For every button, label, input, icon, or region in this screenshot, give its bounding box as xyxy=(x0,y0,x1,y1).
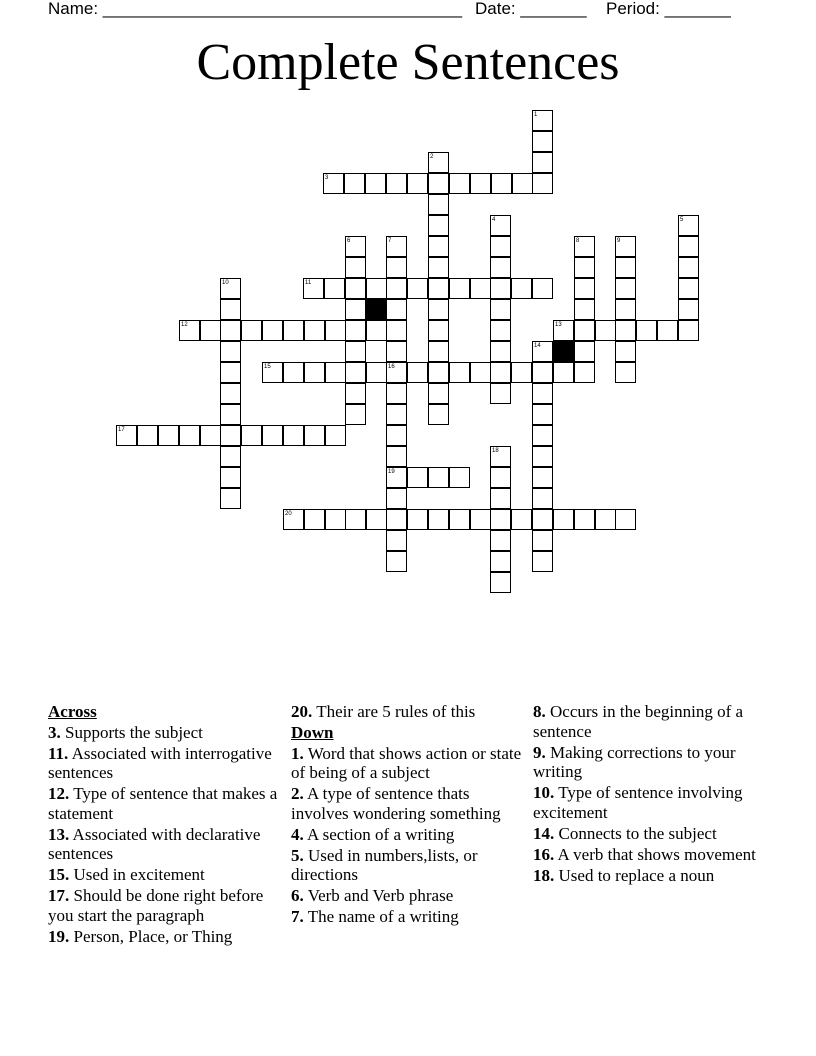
crossword-cell[interactable] xyxy=(449,278,470,299)
crossword-cell[interactable] xyxy=(283,425,304,446)
down-heading: Down xyxy=(291,723,334,742)
crossword-cell[interactable] xyxy=(386,257,407,278)
clue-number: 12. xyxy=(48,784,70,803)
crossword-cell[interactable] xyxy=(386,404,407,425)
crossword-cell[interactable] xyxy=(386,173,407,194)
clue-item xyxy=(533,866,763,886)
clue-text: Used in numbers,lists, or directions xyxy=(291,845,478,884)
clue-item xyxy=(48,723,284,743)
clue-number-label: 14 xyxy=(534,343,541,349)
crossword-cell[interactable] xyxy=(137,425,158,446)
clue-text: Used in excitement xyxy=(69,865,205,884)
clue-number: 3. xyxy=(48,722,61,742)
crossword-cell[interactable] xyxy=(532,404,553,425)
clues-column-3 xyxy=(533,702,763,887)
clue-number: 7. xyxy=(291,907,304,926)
crossword-cell[interactable] xyxy=(386,446,407,467)
crossword-cell[interactable] xyxy=(386,488,407,509)
crossword-cell[interactable] xyxy=(428,467,449,488)
date-field-label[interactable]: Date: _______ xyxy=(475,0,587,18)
crossword-cell[interactable] xyxy=(615,362,636,383)
clue-text: Their are 5 rules of this xyxy=(312,702,476,721)
crossword-cell[interactable] xyxy=(344,173,365,194)
across-heading: Across xyxy=(48,702,97,721)
clue-item xyxy=(291,907,523,927)
crossword-cell[interactable] xyxy=(200,425,221,446)
clue-number-label: 2 xyxy=(430,154,434,160)
crossword-cell[interactable] xyxy=(345,320,366,341)
crossword-cell[interactable] xyxy=(490,467,511,488)
crossword-cell[interactable] xyxy=(532,152,553,173)
crossword-cell[interactable] xyxy=(220,488,241,509)
clue-text: Should be done right before you start the paragraph xyxy=(48,886,264,925)
clue-number: 15. xyxy=(48,865,70,884)
crossword-cell[interactable] xyxy=(553,362,574,383)
crossword-cell[interactable] xyxy=(490,383,511,404)
crossword-cell[interactable] xyxy=(490,257,511,278)
crossword-cell[interactable] xyxy=(678,299,699,320)
crossword-cell[interactable] xyxy=(428,404,449,425)
crossword-cell[interactable] xyxy=(386,509,407,530)
crossword-cell[interactable] xyxy=(262,425,283,446)
crossword-cell[interactable] xyxy=(532,467,553,488)
clue-number-label: 5 xyxy=(680,217,684,223)
crossword-cell[interactable] xyxy=(220,362,241,383)
crossword-cell[interactable] xyxy=(678,257,699,278)
clue-number: 4. xyxy=(291,824,304,844)
crossword-cell[interactable] xyxy=(386,320,407,341)
clue-number-label: 20 xyxy=(285,511,292,517)
clue-number: 1. xyxy=(291,743,304,763)
crossword-cell[interactable] xyxy=(511,509,532,530)
crossword-cell[interactable] xyxy=(428,299,449,320)
crossword-cell[interactable] xyxy=(428,215,449,236)
clue-text: Verb and Verb phrase xyxy=(303,886,454,905)
crossword-cell[interactable] xyxy=(532,173,553,194)
crossword-cell[interactable] xyxy=(449,362,470,383)
crossword-cell[interactable] xyxy=(532,509,553,530)
crossword-cell[interactable] xyxy=(407,467,428,488)
crossword-cell[interactable] xyxy=(179,425,200,446)
clue-number-label: 12 xyxy=(181,322,188,328)
clue-text: The name of a writing xyxy=(303,907,459,926)
clue-text: Connects to the subject xyxy=(554,823,717,843)
crossword-cell[interactable] xyxy=(574,278,595,299)
clue-item xyxy=(291,784,523,823)
crossword-cell[interactable] xyxy=(678,278,699,299)
clue-number-label: 17 xyxy=(118,427,125,433)
crossword-cell[interactable] xyxy=(428,173,449,194)
crossword-cell[interactable] xyxy=(490,362,511,383)
crossword-cell[interactable] xyxy=(595,320,616,341)
crossword-cell[interactable] xyxy=(491,173,512,194)
crossword-cell[interactable] xyxy=(428,278,449,299)
crossword-cell[interactable] xyxy=(220,404,241,425)
crossword-cell[interactable] xyxy=(366,362,387,383)
crossword-cell[interactable] xyxy=(366,278,387,299)
crossword-cell[interactable] xyxy=(470,362,491,383)
clue-number: 14. xyxy=(533,823,555,843)
crossword-cell[interactable] xyxy=(366,509,387,530)
clue-text: Type of sentence that makes a statement xyxy=(48,784,278,823)
crossword-cell[interactable] xyxy=(490,572,511,593)
crossword-cell[interactable] xyxy=(241,320,262,341)
clue-number: 16. xyxy=(533,844,555,864)
clue-number: 18. xyxy=(533,865,555,885)
crossword-cell[interactable] xyxy=(428,236,449,257)
clue-text: A section of a writing xyxy=(303,824,455,844)
crossword-cell[interactable] xyxy=(283,362,304,383)
clue-text: Associated with declarative sentences xyxy=(48,824,261,863)
clue-number-label: 9 xyxy=(617,238,621,244)
clue-item xyxy=(291,846,523,885)
crossword-cell[interactable] xyxy=(449,173,470,194)
crossword-cell[interactable] xyxy=(490,278,511,299)
crossword-cell[interactable] xyxy=(532,131,553,152)
crossword-cell[interactable] xyxy=(512,173,533,194)
crossword-cell[interactable] xyxy=(470,509,491,530)
crossword-cell[interactable] xyxy=(345,404,366,425)
crossword-cell[interactable] xyxy=(386,299,407,320)
crossword-cell[interactable] xyxy=(324,278,345,299)
crossword-cell[interactable] xyxy=(345,509,366,530)
crossword-cell[interactable] xyxy=(386,341,407,362)
crossword-cell[interactable] xyxy=(470,278,491,299)
across-clue-list-continued xyxy=(291,702,523,722)
name-field-label[interactable]: Name: ______________________________________ xyxy=(48,0,463,18)
crossword-cell[interactable] xyxy=(220,341,241,362)
crossword-cell[interactable] xyxy=(283,320,304,341)
crossword-cell[interactable] xyxy=(428,341,449,362)
period-field-label[interactable]: Period: _______ xyxy=(606,0,731,18)
page-title: Complete Sentences xyxy=(196,34,620,91)
crossword-cell[interactable] xyxy=(407,278,428,299)
crossword-cell[interactable] xyxy=(325,320,346,341)
clue-number-label: 11 xyxy=(305,280,312,286)
crossword-cell[interactable] xyxy=(407,362,428,383)
clue-number: 9. xyxy=(533,742,546,762)
crossword-cell[interactable] xyxy=(241,425,262,446)
crossword-cell[interactable] xyxy=(511,362,532,383)
crossword-cell[interactable] xyxy=(490,509,511,530)
clue-text: Supports the subject xyxy=(60,722,203,742)
clue-number: 8. xyxy=(533,702,546,721)
crossword-cell[interactable] xyxy=(386,383,407,404)
crossword-cell[interactable] xyxy=(345,341,366,362)
crossword-cell[interactable] xyxy=(553,509,574,530)
clue-item xyxy=(48,784,284,823)
crossword-cell[interactable] xyxy=(615,320,636,341)
clue-text: Person, Place, or Thing xyxy=(69,926,233,946)
crossword-cell[interactable] xyxy=(615,257,636,278)
clue-number: 6. xyxy=(291,886,304,905)
clue-item xyxy=(533,702,763,741)
clue-number-label: 4 xyxy=(492,217,496,223)
crossword-cell[interactable] xyxy=(345,299,366,320)
clue-item xyxy=(533,845,763,865)
clue-number-label: 7 xyxy=(388,238,392,244)
clue-text: Occurs in the beginning of a sentence xyxy=(533,702,744,741)
crossword-cell[interactable] xyxy=(407,509,428,530)
clue-number-label: 8 xyxy=(576,238,580,244)
clue-text: Making corrections to your writing xyxy=(533,742,736,781)
crossword-cell[interactable] xyxy=(345,257,366,278)
crossword-cell[interactable] xyxy=(262,320,283,341)
crossword-cell[interactable] xyxy=(428,194,449,215)
crossword-cell[interactable] xyxy=(220,320,241,341)
crossword-black-cell xyxy=(553,341,574,362)
crossword-cell[interactable] xyxy=(304,425,325,446)
clue-number-label: 6 xyxy=(347,238,351,244)
crossword-cell[interactable] xyxy=(532,551,553,572)
crossword-cell[interactable] xyxy=(365,173,386,194)
across-clue-list xyxy=(48,723,284,947)
crossword-cell[interactable] xyxy=(428,509,449,530)
crossword-cell[interactable] xyxy=(574,509,595,530)
crossword-cell[interactable] xyxy=(220,446,241,467)
crossword-cell[interactable] xyxy=(615,341,636,362)
crossword-cell[interactable] xyxy=(325,425,346,446)
crossword-cell[interactable] xyxy=(386,425,407,446)
crossword-cell[interactable] xyxy=(532,383,553,404)
crossword-cell[interactable] xyxy=(595,509,616,530)
clue-text: Type of sentence involving excitement xyxy=(533,783,743,822)
clue-number: 2. xyxy=(291,784,304,803)
clue-item xyxy=(48,825,284,864)
crossword-cell[interactable] xyxy=(386,551,407,572)
clue-number-label: 19 xyxy=(388,469,395,475)
crossword-cell[interactable] xyxy=(386,530,407,551)
crossword-cell[interactable] xyxy=(428,383,449,404)
crossword-cell[interactable] xyxy=(428,257,449,278)
crossword-cell[interactable] xyxy=(532,530,553,551)
clue-text: Associated with interrogative sentences xyxy=(48,743,272,782)
down-clue-list-continued xyxy=(533,702,763,885)
clue-text: Used to replace a noun xyxy=(554,865,715,885)
clue-item xyxy=(291,744,523,783)
clue-number: 5. xyxy=(291,845,304,865)
crossword-cell[interactable] xyxy=(615,299,636,320)
crossword-cell[interactable] xyxy=(574,362,595,383)
clue-number-label: 10 xyxy=(222,280,229,286)
crossword-cell[interactable] xyxy=(345,278,366,299)
crossword-cell[interactable] xyxy=(325,509,346,530)
crossword-cell[interactable] xyxy=(304,320,325,341)
crossword-cell[interactable] xyxy=(220,299,241,320)
clue-text: A type of sentence thats involves wondering something xyxy=(291,784,501,823)
crossword-cell[interactable] xyxy=(490,341,511,362)
crossword-cell[interactable] xyxy=(428,362,449,383)
crossword-cell[interactable] xyxy=(490,299,511,320)
clue-number-label: 15 xyxy=(264,364,271,370)
crossword-cell[interactable] xyxy=(532,362,553,383)
crossword-cell[interactable] xyxy=(449,509,470,530)
clue-number-label: 1 xyxy=(534,112,538,118)
crossword-cell[interactable] xyxy=(657,320,678,341)
crossword-cell[interactable] xyxy=(532,278,553,299)
clue-number: 11. xyxy=(48,743,69,763)
crossword-cell[interactable] xyxy=(490,488,511,509)
down-clue-list xyxy=(291,744,523,927)
crossword-cell[interactable] xyxy=(574,341,595,362)
crossword-cell[interactable] xyxy=(304,362,325,383)
crossword-cell[interactable] xyxy=(678,320,699,341)
clue-item xyxy=(291,702,523,722)
crossword-cell[interactable] xyxy=(200,320,221,341)
crossword-black-cell xyxy=(366,299,387,320)
clue-number: 10. xyxy=(533,783,555,802)
clue-item xyxy=(48,744,284,783)
clue-item xyxy=(291,825,523,845)
crossword-cell[interactable] xyxy=(428,320,449,341)
crossword-cell[interactable] xyxy=(636,320,657,341)
crossword-cell[interactable] xyxy=(386,278,407,299)
crossword-cell[interactable] xyxy=(345,362,366,383)
crossword-cell[interactable] xyxy=(490,320,511,341)
clue-text: A verb that shows movement xyxy=(554,844,756,864)
clue-number: 20. xyxy=(291,702,313,721)
crossword-cell[interactable] xyxy=(490,551,511,572)
crossword-cell[interactable] xyxy=(574,257,595,278)
crossword-cell[interactable] xyxy=(470,173,491,194)
clue-number-label: 18 xyxy=(492,448,499,454)
clue-item xyxy=(291,886,523,906)
clue-item xyxy=(533,743,763,782)
clue-item xyxy=(533,783,763,822)
crossword-cell[interactable] xyxy=(220,425,241,446)
clue-text: Word that shows action or state of being of a subject xyxy=(291,743,522,782)
clues-column-2 xyxy=(291,702,523,928)
crossword-cell[interactable] xyxy=(345,383,366,404)
clue-number: 19. xyxy=(48,926,70,946)
clue-number-label: 16 xyxy=(388,364,395,370)
clue-number: 17. xyxy=(48,886,70,905)
clue-item xyxy=(48,886,284,925)
crossword-cell[interactable] xyxy=(325,362,346,383)
crossword-cell[interactable] xyxy=(220,467,241,488)
crossword-cell[interactable] xyxy=(511,278,532,299)
crossword-cell[interactable] xyxy=(407,173,428,194)
crossword-cell[interactable] xyxy=(304,509,325,530)
crossword-cell[interactable] xyxy=(490,236,511,257)
clue-number-label: 13 xyxy=(555,322,562,328)
crossword-cell[interactable] xyxy=(449,467,470,488)
clue-number-label: 3 xyxy=(325,175,329,181)
crossword-cell[interactable] xyxy=(678,236,699,257)
crossword-cell[interactable] xyxy=(532,488,553,509)
clues-column-1 xyxy=(48,702,284,948)
crossword-cell[interactable] xyxy=(574,320,595,341)
crossword-cell[interactable] xyxy=(490,530,511,551)
clue-item xyxy=(48,865,284,885)
clue-number: 13. xyxy=(48,824,70,844)
crossword-cell[interactable] xyxy=(615,509,636,530)
crossword-cell[interactable] xyxy=(532,446,553,467)
clue-item xyxy=(533,824,763,844)
clue-item xyxy=(48,927,284,947)
crossword-cell[interactable] xyxy=(220,383,241,404)
crossword-cell[interactable] xyxy=(158,425,179,446)
crossword-cell[interactable] xyxy=(532,425,553,446)
crossword-cell[interactable] xyxy=(615,278,636,299)
crossword-cell[interactable] xyxy=(574,299,595,320)
crossword-cell[interactable] xyxy=(366,320,387,341)
